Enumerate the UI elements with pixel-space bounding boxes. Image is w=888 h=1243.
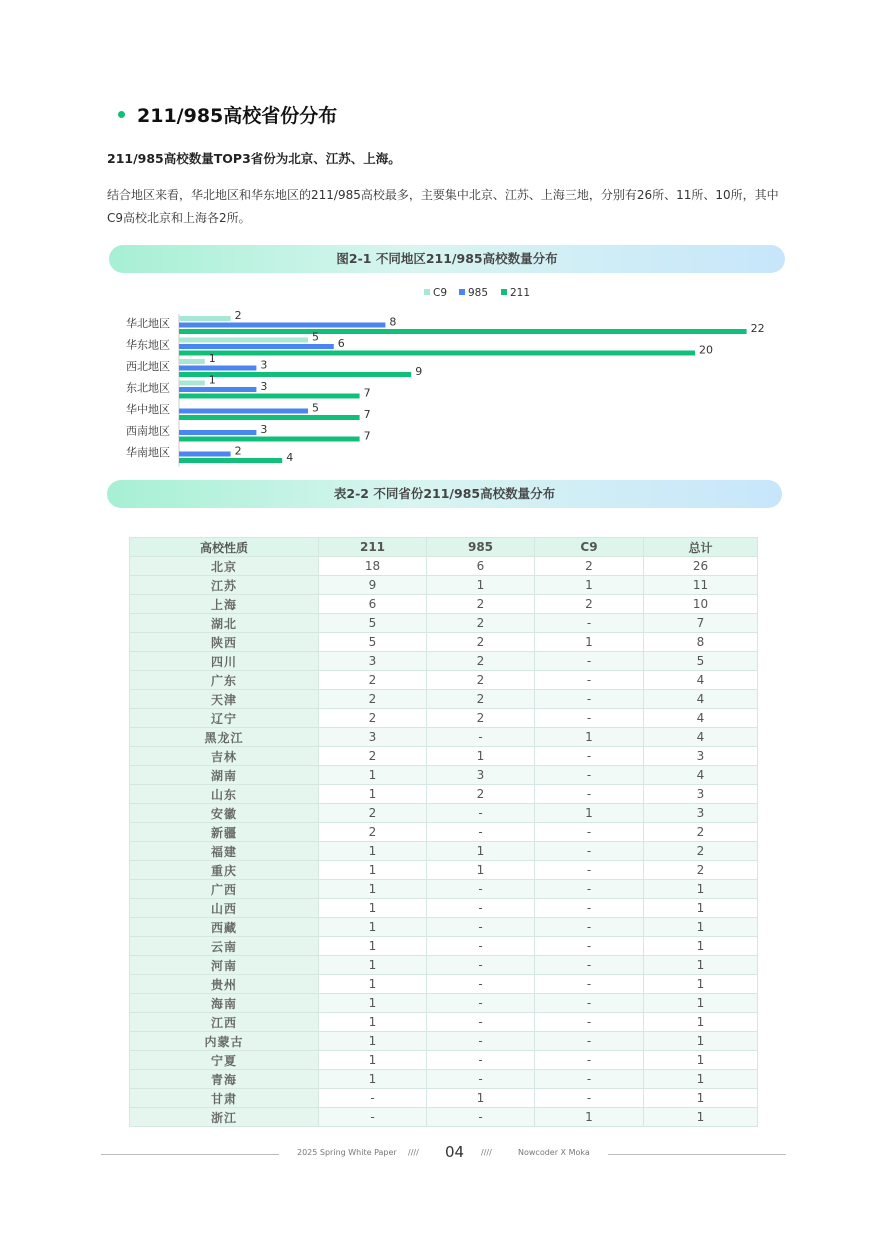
value-cell: 9 — [319, 576, 427, 595]
value-cell: - — [535, 671, 644, 690]
value-cell: - — [535, 785, 644, 804]
value-cell: 1 — [319, 1070, 427, 1089]
value-cell: - — [535, 880, 644, 899]
bar-211 — [179, 458, 282, 463]
value-cell: 2 — [644, 823, 758, 842]
value-cell: - — [427, 880, 535, 899]
value-cell: - — [535, 766, 644, 785]
value-cell: - — [535, 747, 644, 766]
header-cell: 总计 — [644, 538, 758, 557]
value-cell: - — [427, 918, 535, 937]
value-cell: 1 — [427, 861, 535, 880]
value-cell: 2 — [644, 861, 758, 880]
category-label: 华北地区 — [126, 317, 170, 330]
value-cell: 1 — [427, 576, 535, 595]
province-cell: 山西 — [130, 899, 319, 918]
value-cell: 1 — [319, 994, 427, 1013]
value-cell: 1 — [644, 1070, 758, 1089]
value-cell: - — [319, 1108, 427, 1127]
value-cell: 1 — [535, 804, 644, 823]
value-cell: 1 — [427, 747, 535, 766]
value-cell: 2 — [427, 652, 535, 671]
value-cell: - — [427, 956, 535, 975]
province-cell: 江西 — [130, 1013, 319, 1032]
value-cell: 1 — [644, 1051, 758, 1070]
bar-211 — [179, 329, 747, 334]
value-cell: - — [427, 1070, 535, 1089]
province-cell: 辽宁 — [130, 709, 319, 728]
category-label: 西南地区 — [126, 424, 170, 438]
value-cell: 4 — [644, 728, 758, 747]
data-label: 20 — [699, 343, 713, 357]
table-row — [130, 671, 758, 690]
data-label: 8 — [389, 315, 397, 329]
legend-label-1: 985 — [468, 287, 489, 299]
value-cell: 2 — [427, 633, 535, 652]
data-label: 3 — [260, 358, 268, 372]
table-row — [130, 747, 758, 766]
value-cell: 2 — [644, 842, 758, 861]
value-cell: 4 — [644, 671, 758, 690]
legend-swatch-1 — [459, 289, 465, 295]
header-cell: 211 — [319, 538, 427, 557]
table-row — [130, 1051, 758, 1070]
data-label: 7 — [363, 429, 371, 443]
value-cell: 1 — [319, 766, 427, 785]
table-row — [130, 785, 758, 804]
value-cell: - — [427, 804, 535, 823]
data-label: 6 — [337, 337, 345, 350]
value-cell: 6 — [319, 595, 427, 614]
data-label: 7 — [363, 386, 371, 400]
table-row — [130, 557, 758, 576]
value-cell: 10 — [644, 595, 758, 614]
bar-211 — [179, 415, 360, 420]
province-cell: 甘肃 — [130, 1089, 319, 1108]
data-label: 5 — [312, 401, 319, 415]
value-cell: 3 — [319, 728, 427, 747]
value-cell: 2 — [319, 709, 427, 728]
footer-separator: //// — [408, 1148, 419, 1157]
value-cell: 1 — [644, 880, 758, 899]
category-label: 华东地区 — [126, 338, 170, 352]
value-cell: - — [319, 1089, 427, 1108]
value-cell: 1 — [535, 576, 644, 595]
province-cell: 山东 — [130, 785, 319, 804]
table-row — [130, 728, 758, 747]
value-cell: - — [427, 823, 535, 842]
value-cell: 2 — [319, 823, 427, 842]
value-cell: 2 — [319, 671, 427, 690]
value-cell: 1 — [319, 975, 427, 994]
province-table — [129, 537, 758, 1127]
table-row — [130, 842, 758, 861]
value-cell: 2 — [427, 785, 535, 804]
table-row — [130, 595, 758, 614]
value-cell: - — [535, 937, 644, 956]
value-cell: 1 — [319, 880, 427, 899]
value-cell: 1 — [644, 994, 758, 1013]
value-cell: - — [535, 614, 644, 633]
value-cell: 1 — [535, 728, 644, 747]
data-label: 3 — [260, 423, 268, 436]
province-cell: 上海 — [130, 595, 319, 614]
province-cell: 安徽 — [130, 804, 319, 823]
value-cell: - — [535, 975, 644, 994]
province-cell: 西藏 — [130, 918, 319, 937]
table-row — [130, 994, 758, 1013]
footer-left-text: 2025 Spring White Paper — [297, 1148, 397, 1157]
table-header-row — [130, 538, 758, 557]
bar-985 — [179, 366, 256, 371]
table-row — [130, 652, 758, 671]
lead-sentence: 211/985高校数量TOP3省份为北京、江苏、上海。 — [107, 151, 401, 166]
data-label: 5 — [312, 330, 319, 344]
section-title-text: 211/985高校省份分布 — [137, 105, 338, 127]
province-cell: 黑龙江 — [130, 728, 319, 747]
bar-C9 — [179, 316, 231, 321]
bar-985 — [179, 430, 256, 435]
category-label: 华中地区 — [126, 403, 170, 416]
table-row — [130, 766, 758, 785]
table-row — [130, 804, 758, 823]
value-cell: - — [427, 1032, 535, 1051]
value-cell: 1 — [535, 633, 644, 652]
value-cell: 2 — [427, 709, 535, 728]
province-cell: 湖南 — [130, 766, 319, 785]
table-row — [130, 709, 758, 728]
table-row — [130, 1089, 758, 1108]
category-label: 西北地区 — [126, 360, 170, 373]
table-row — [130, 576, 758, 595]
value-cell: 11 — [644, 576, 758, 595]
value-cell: - — [427, 994, 535, 1013]
value-cell: - — [535, 956, 644, 975]
legend-label-0: C9 — [433, 287, 448, 299]
bar-985 — [179, 387, 256, 392]
bar-211 — [179, 351, 695, 356]
value-cell: 1 — [319, 1032, 427, 1051]
province-cell: 四川 — [130, 652, 319, 671]
value-cell: 1 — [319, 899, 427, 918]
value-cell: 1 — [427, 842, 535, 861]
section-title — [118, 101, 337, 128]
value-cell: 1 — [535, 1108, 644, 1127]
value-cell: 1 — [319, 1051, 427, 1070]
header-cell: C9 — [535, 538, 644, 557]
value-cell: - — [535, 918, 644, 937]
province-cell: 青海 — [130, 1070, 319, 1089]
value-cell: 1 — [644, 1013, 758, 1032]
table-row — [130, 1013, 758, 1032]
province-cell: 新疆 — [130, 823, 319, 842]
bar-211 — [179, 394, 360, 399]
footer-rule-right — [608, 1154, 786, 1155]
value-cell: - — [427, 728, 535, 747]
value-cell: 8 — [644, 633, 758, 652]
page-number: 04 — [445, 1143, 465, 1161]
table-title-banner: 表2-2 不同省份211/985高校数量分布 — [107, 480, 782, 508]
province-cell: 陕西 — [130, 633, 319, 652]
value-cell: 26 — [644, 557, 758, 576]
table-row — [130, 956, 758, 975]
table-row — [130, 918, 758, 937]
value-cell: - — [535, 842, 644, 861]
value-cell: 1 — [319, 785, 427, 804]
table-row — [130, 1108, 758, 1127]
province-cell: 宁夏 — [130, 1051, 319, 1070]
value-cell: 1 — [319, 956, 427, 975]
value-cell: 3 — [319, 652, 427, 671]
value-cell: - — [427, 899, 535, 918]
value-cell: - — [535, 861, 644, 880]
value-cell: 7 — [644, 614, 758, 633]
bar-C9 — [179, 381, 205, 386]
value-cell: - — [535, 1032, 644, 1051]
bar-985 — [179, 409, 308, 414]
value-cell: - — [535, 1051, 644, 1070]
province-cell: 贵州 — [130, 975, 319, 994]
bullet-dot — [118, 111, 125, 118]
value-cell: 1 — [319, 918, 427, 937]
footer-separator: //// — [481, 1148, 492, 1157]
value-cell: - — [535, 899, 644, 918]
value-cell: 1 — [644, 899, 758, 918]
value-cell: 1 — [319, 861, 427, 880]
value-cell: 2 — [319, 690, 427, 709]
category-label: 华南地区 — [126, 446, 170, 459]
value-cell: 2 — [535, 557, 644, 576]
value-cell: - — [535, 690, 644, 709]
legend-swatch-0 — [424, 289, 430, 295]
data-label: 4 — [286, 451, 294, 464]
value-cell: 1 — [644, 918, 758, 937]
value-cell: 5 — [319, 614, 427, 633]
figure-title-banner: 图2-1 不同地区211/985高校数量分布 — [109, 245, 785, 273]
value-cell: 4 — [644, 766, 758, 785]
province-cell: 湖北 — [130, 614, 319, 633]
province-cell: 福建 — [130, 842, 319, 861]
table-row — [130, 614, 758, 633]
table-row — [130, 975, 758, 994]
value-cell: 2 — [319, 804, 427, 823]
data-label: 3 — [260, 380, 268, 393]
value-cell: - — [535, 652, 644, 671]
data-label: 1 — [208, 352, 216, 365]
value-cell: - — [427, 937, 535, 956]
value-cell: - — [535, 709, 644, 728]
footer-rule-left — [101, 1154, 279, 1155]
value-cell: - — [427, 1051, 535, 1070]
table-row — [130, 1070, 758, 1089]
bar-985 — [179, 344, 334, 349]
value-cell: 3 — [644, 785, 758, 804]
bar-C9 — [179, 359, 205, 364]
table-row — [130, 937, 758, 956]
region-bar-chart — [0, 280, 888, 475]
value-cell: 1 — [319, 842, 427, 861]
footer-right-text: Nowcoder X Moka — [518, 1148, 590, 1157]
table-row — [130, 690, 758, 709]
value-cell: 1 — [644, 975, 758, 994]
bar-985 — [179, 452, 231, 457]
data-label: 7 — [363, 408, 371, 421]
header-cell: 985 — [427, 538, 535, 557]
data-label: 22 — [750, 322, 765, 335]
value-cell: 4 — [644, 690, 758, 709]
value-cell: 1 — [644, 1089, 758, 1108]
value-cell: 3 — [644, 804, 758, 823]
province-cell: 重庆 — [130, 861, 319, 880]
value-cell: - — [427, 1013, 535, 1032]
bar-211 — [179, 437, 360, 442]
header-cell: 高校性质 — [130, 538, 319, 557]
table-row — [130, 633, 758, 652]
table-row — [130, 823, 758, 842]
province-cell: 江苏 — [130, 576, 319, 595]
value-cell: - — [535, 1089, 644, 1108]
province-cell: 北京 — [130, 557, 319, 576]
table-row — [130, 1032, 758, 1051]
value-cell: 2 — [535, 595, 644, 614]
value-cell: 18 — [319, 557, 427, 576]
value-cell: 3 — [427, 766, 535, 785]
bar-985 — [179, 323, 385, 328]
value-cell: 2 — [427, 614, 535, 633]
value-cell: 1 — [644, 1032, 758, 1051]
value-cell: 6 — [427, 557, 535, 576]
value-cell: 1 — [319, 937, 427, 956]
value-cell: - — [535, 823, 644, 842]
province-cell: 吉林 — [130, 747, 319, 766]
province-cell: 河南 — [130, 956, 319, 975]
value-cell: - — [427, 1108, 535, 1127]
value-cell: 2 — [319, 747, 427, 766]
data-label: 9 — [415, 365, 423, 378]
page-footer — [0, 1143, 888, 1162]
value-cell: 1 — [644, 956, 758, 975]
province-cell: 内蒙古 — [130, 1032, 319, 1051]
value-cell: 2 — [427, 595, 535, 614]
value-cell: - — [535, 1013, 644, 1032]
province-cell: 海南 — [130, 994, 319, 1013]
bar-C9 — [179, 338, 308, 343]
province-cell: 云南 — [130, 937, 319, 956]
value-cell: 5 — [644, 652, 758, 671]
table-row — [130, 880, 758, 899]
value-cell: 1 — [319, 1013, 427, 1032]
value-cell: 1 — [644, 937, 758, 956]
province-cell: 天津 — [130, 690, 319, 709]
data-label: 2 — [234, 444, 242, 458]
value-cell: - — [535, 994, 644, 1013]
data-label: 2 — [234, 309, 242, 322]
legend-label-2: 211 — [510, 287, 531, 299]
table-row — [130, 899, 758, 918]
body-paragraph: 结合地区来看，华北地区和华东地区的211/985高校最多，主要集中北京、江苏、上海三地，分别有26所、11所、10所，其中C9高校北京和上海各2所。 — [107, 188, 779, 225]
legend-swatch-2 — [501, 289, 507, 295]
value-cell: 5 — [319, 633, 427, 652]
province-cell: 广西 — [130, 880, 319, 899]
value-cell: 2 — [427, 690, 535, 709]
table-row — [130, 861, 758, 880]
province-cell: 广东 — [130, 671, 319, 690]
value-cell: - — [427, 975, 535, 994]
data-label: 1 — [208, 373, 216, 387]
value-cell: 4 — [644, 709, 758, 728]
province-cell: 浙江 — [130, 1108, 319, 1127]
value-cell: 1 — [644, 1108, 758, 1127]
value-cell: 1 — [427, 1089, 535, 1108]
category-label: 东北地区 — [126, 381, 170, 395]
value-cell: 3 — [644, 747, 758, 766]
value-cell: - — [535, 1070, 644, 1089]
value-cell: 2 — [427, 671, 535, 690]
